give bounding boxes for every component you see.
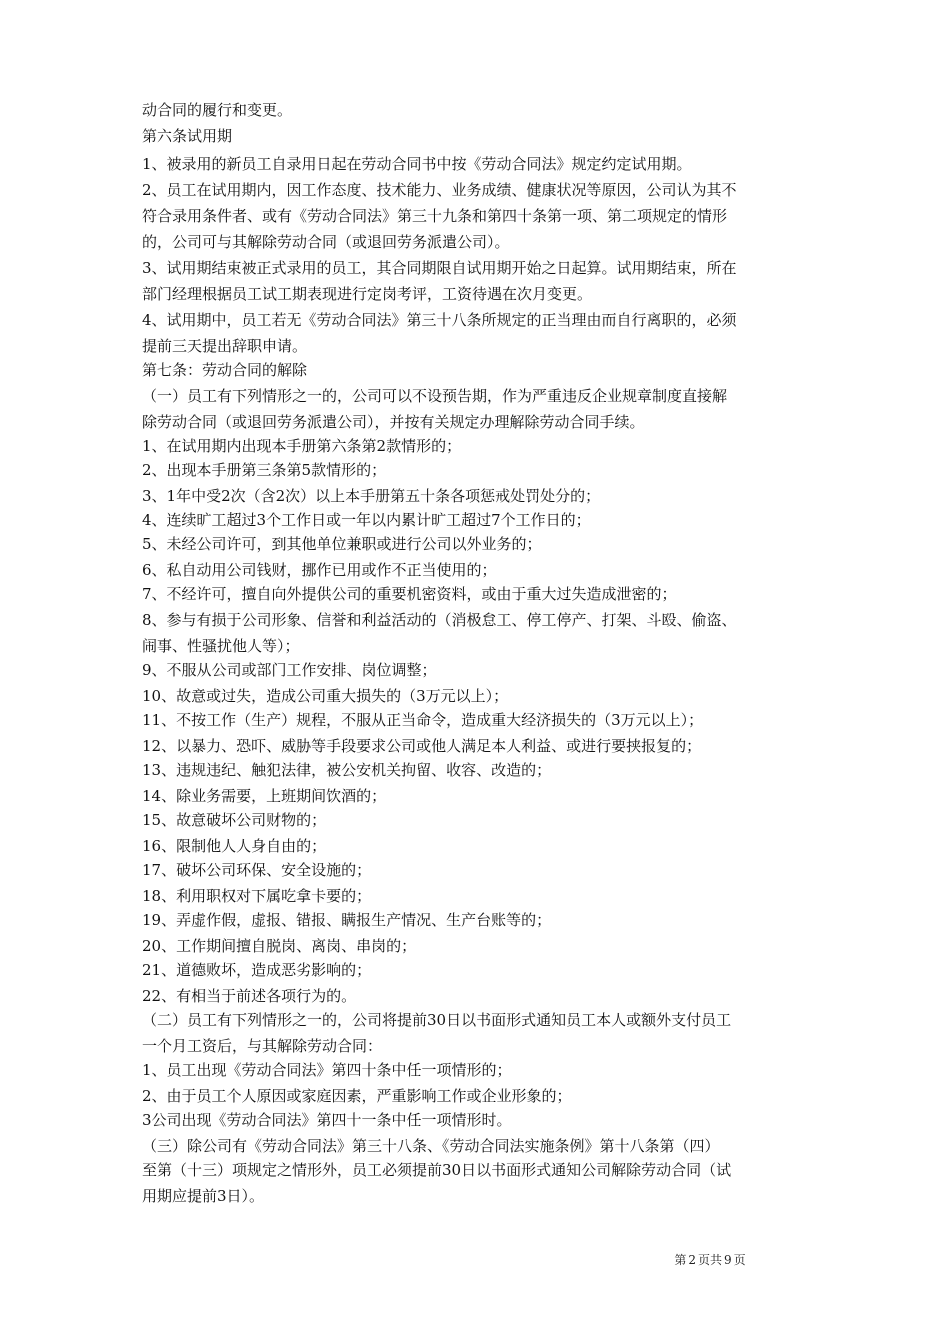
footer-middle: 页共 xyxy=(697,1253,722,1267)
text-line: 9、不服从公司或部门工作安排、岗位调整； xyxy=(142,661,437,679)
text-line: 第六条试用期 xyxy=(142,127,233,145)
text-line: 8、参与有损于公司形象、信誉和利益活动的（消极怠工、停工停产、打架、斗殴、偷盗、 xyxy=(142,611,737,629)
text-line: 6、私自动用公司钱财，挪作已用或作不正当使用的； xyxy=(142,561,497,579)
text-line: 17、破坏公司环保、安全设施的； xyxy=(142,861,372,879)
text-line: 2、出现本手册第三条第5款情形的； xyxy=(142,461,387,479)
text-line: 除劳动合同（或退回劳务派遣公司），并按有关规定办理解除劳动合同手续。 xyxy=(142,413,645,431)
text-line: 19、弄虚作假，虚报、错报、瞒报生产情况、生产台账等的； xyxy=(142,911,552,929)
total-pages-number: 9 xyxy=(724,1253,732,1267)
text-line: 动合同的履行和变更。 xyxy=(142,101,293,119)
text-line: 提前三天提出辞职申请。 xyxy=(142,337,308,355)
text-line: （二）员工有下列情形之一的，公司将提前30日以书面形式通知员工本人或额外支付员工 xyxy=(142,1011,732,1029)
text-line: （一）员工有下列情形之一的，公司可以不设预告期，作为严重违反企业规章制度直接解 xyxy=(142,387,728,405)
text-line: 3、试用期结束被正式录用的员工，其合同期限自试用期开始之日起算。试用期结束，所在 xyxy=(142,259,737,277)
text-line: 2、由于员工个人原因或家庭因素，严重影响工作或企业形象的； xyxy=(142,1087,572,1105)
text-line: 5、未经公司许可，到其他单位兼职或进行公司以外业务的； xyxy=(142,535,542,553)
text-line: 2、员工在试用期内，因工作态度、技术能力、业务成绩、健康状况等原因，公司认为其不 xyxy=(142,181,737,199)
text-line: 至第（十三）项规定之情形外，员工必须提前30日以书面形式通知公司解除劳动合同（试 xyxy=(142,1161,732,1179)
text-line: 20、工作期间擅自脱岗、离岗、串岗的； xyxy=(142,937,417,955)
text-line: 1、在试用期内出现本手册第六条第2款情形的； xyxy=(142,437,462,455)
text-line: 12、以暴力、恐吓、威胁等手段要求公司或他人满足本人利益、或进行要挟报复的； xyxy=(142,737,702,755)
text-line: 1、被录用的新员工自录用日起在劳动合同书中按《劳动合同法》规定约定试用期。 xyxy=(142,155,692,173)
text-line: 10、故意或过失，造成公司重大损失的（3万元以上）； xyxy=(142,687,509,705)
text-line: 闹事、性骚扰他人等）； xyxy=(142,637,300,655)
text-line: 21、道德败坏，造成恶劣影响的； xyxy=(142,961,372,979)
text-line: 15、故意破坏公司财物的； xyxy=(142,811,327,829)
text-line: 16、限制他人人身自由的； xyxy=(142,837,327,855)
text-line: 1、员工出现《劳动合同法》第四十条中任一项情形的； xyxy=(142,1061,512,1079)
text-line: 4、连续旷工超过3个工作日或一年以内累计旷工超过7个工作日的； xyxy=(142,511,591,529)
page-footer xyxy=(0,1251,950,1268)
text-line: 3公司出现《劳动合同法》第四十一条中任一项情形时。 xyxy=(142,1111,512,1129)
text-line: 11、不按工作（生产）规程，不服从正当命令，造成重大经济损失的（3万元以上）； xyxy=(142,711,704,729)
text-line: 22、有相当于前述各项行为的。 xyxy=(142,987,357,1005)
footer-suffix: 页 xyxy=(733,1253,746,1267)
text-line: 13、违规违纪、触犯法律，被公安机关拘留、收容、改造的； xyxy=(142,761,552,779)
current-page-number: 2 xyxy=(688,1253,696,1267)
text-line: 一个月工资后，与其解除劳动合同： xyxy=(142,1037,383,1055)
text-line: 用期应提前3日）。 xyxy=(142,1187,265,1205)
text-line: 第七条：劳动合同的解除 xyxy=(142,361,308,379)
text-line: 的，公司可与其解除劳动合同（或退回劳务派遣公司）。 xyxy=(142,233,510,251)
text-line: 部门经理根据员工试工期表现进行定岗考评，工资待遇在次月变更。 xyxy=(142,285,593,303)
text-line: 14、除业务需要，上班期间饮酒的； xyxy=(142,787,387,805)
text-line: 3、1年中受2次（含2次）以上本手册第五十条各项惩戒处罚处分的； xyxy=(142,487,601,505)
text-line: 7、不经许可，擅自向外提供公司的重要机密资料，或由于重大过失造成泄密的； xyxy=(142,585,677,603)
text-line: 符合录用条件者、或有《劳动合同法》第三十九条和第四十条第一项、第二项规定的情形 xyxy=(142,207,728,225)
text-line: 4、试用期中，员工若无《劳动合同法》第三十八条所规定的正当理由而自行离职的，必须 xyxy=(142,311,737,329)
text-line: （三）除公司有《劳动合同法》第三十八条、《劳动合同法实施条例》第十八条第（四） xyxy=(142,1137,720,1155)
footer-prefix: 第 xyxy=(674,1253,687,1267)
text-line: 18、利用职权对下属吃拿卡要的； xyxy=(142,887,372,905)
